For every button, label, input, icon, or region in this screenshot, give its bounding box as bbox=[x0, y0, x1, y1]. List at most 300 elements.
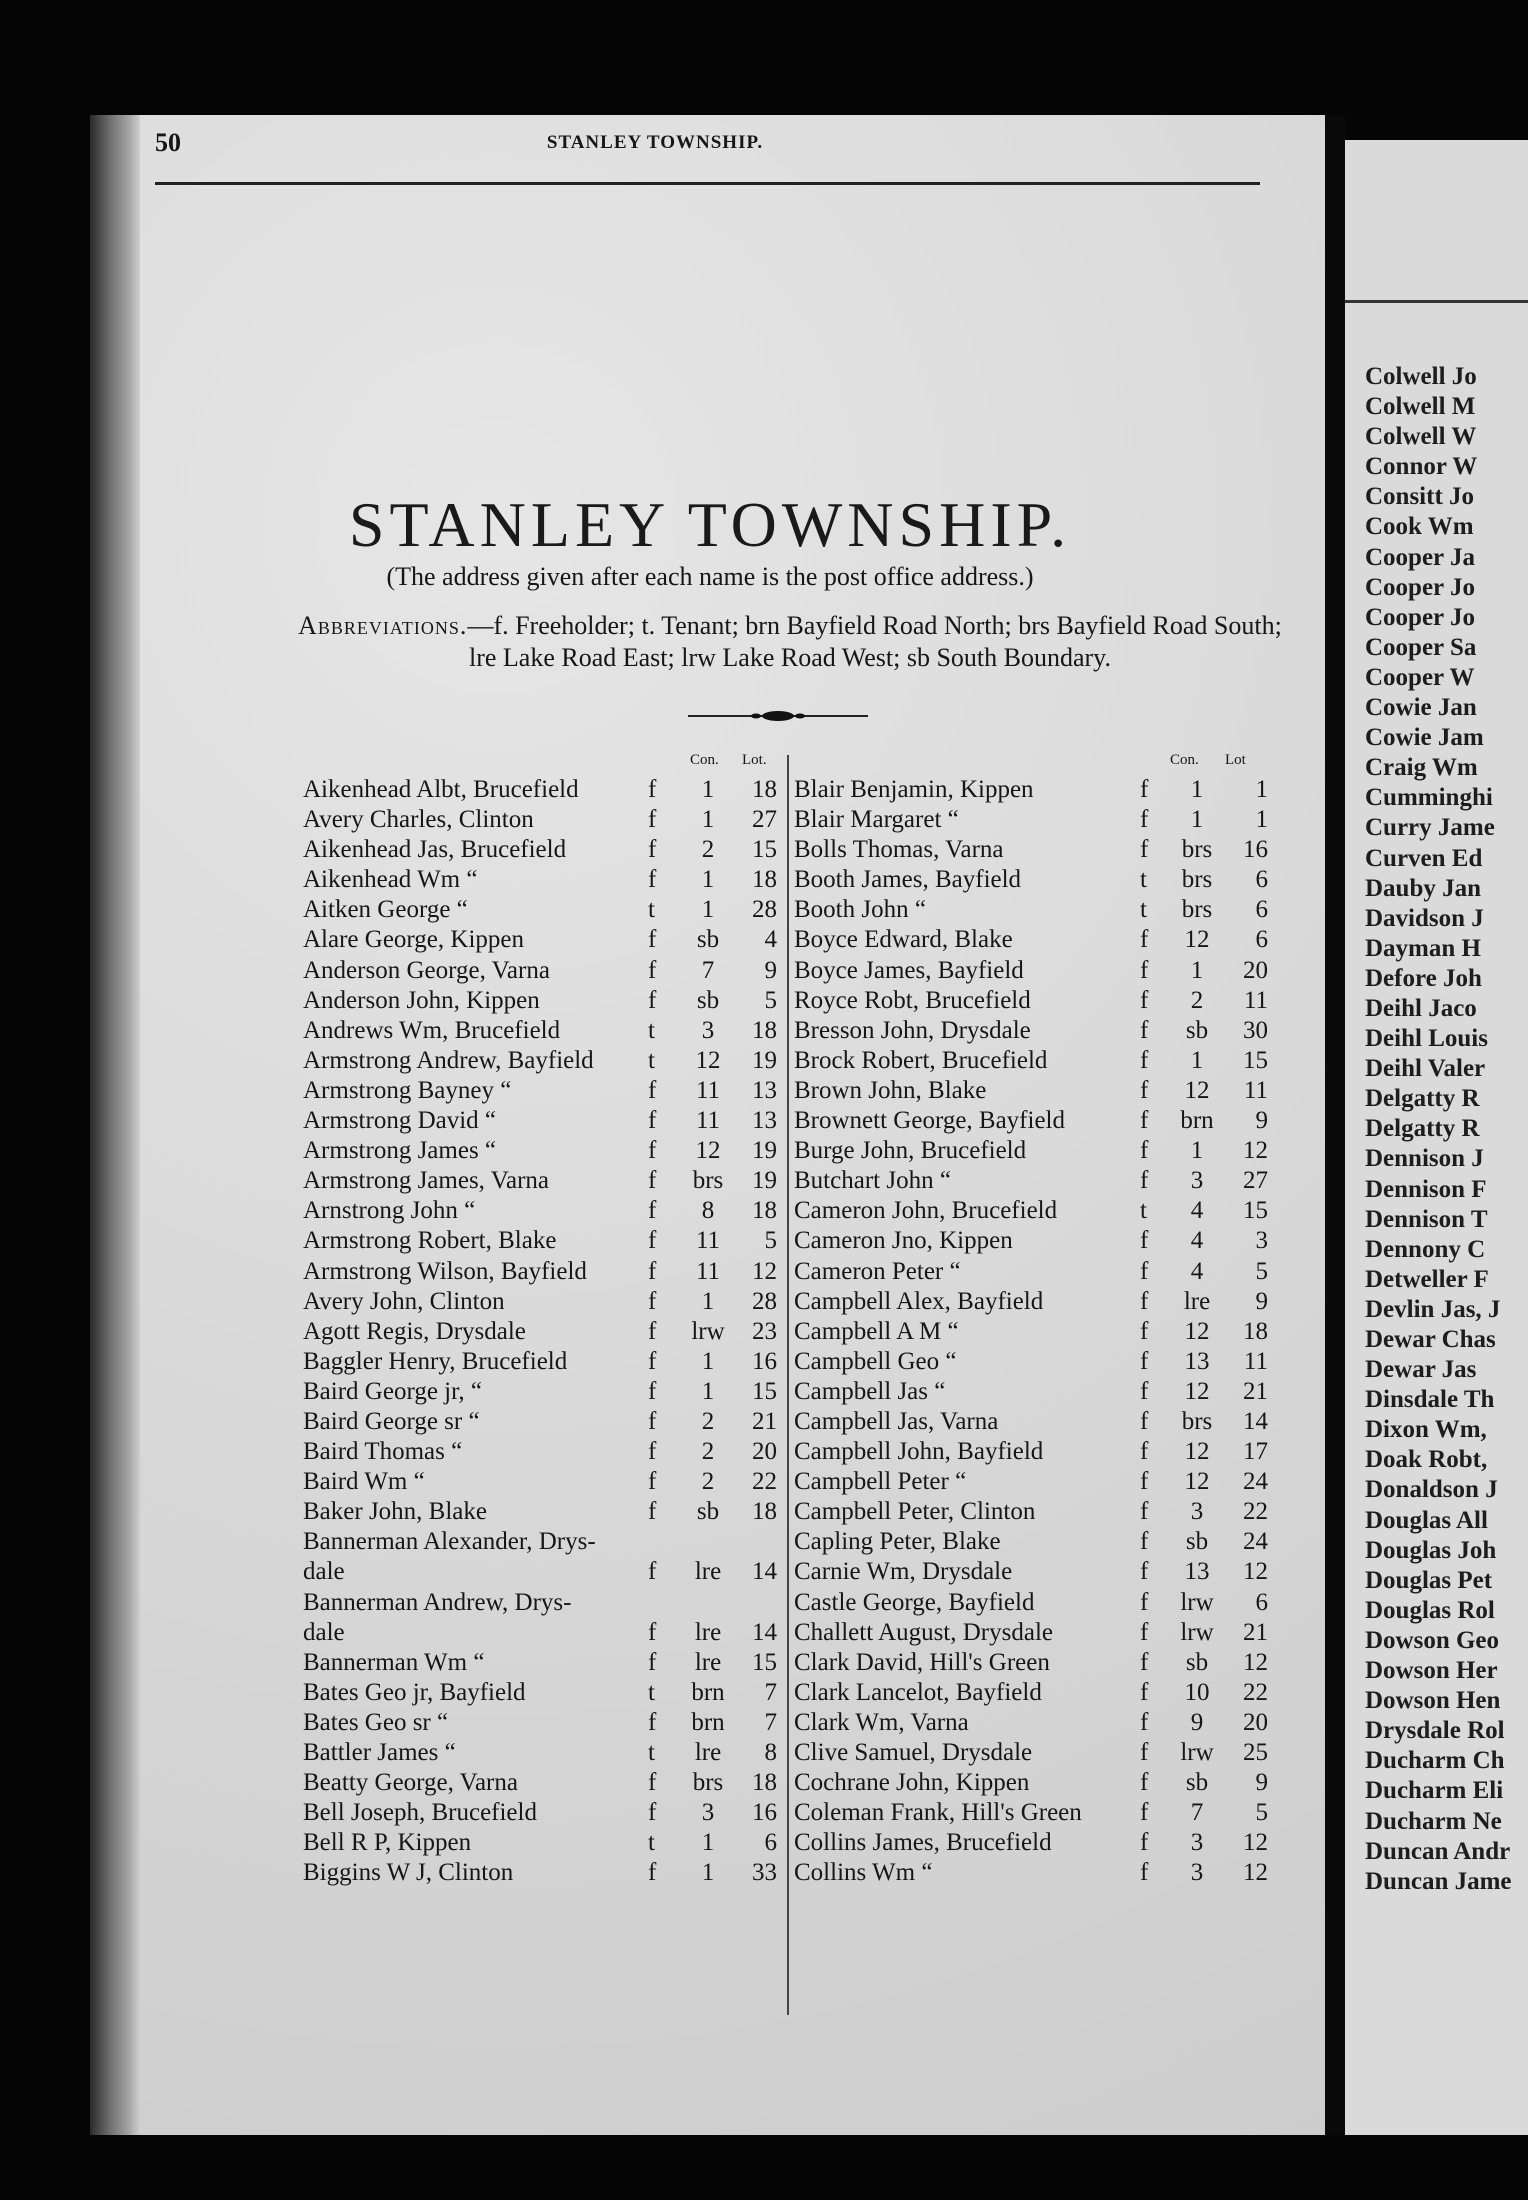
entry-name: Clark Lancelot, Bayfield bbox=[794, 1678, 1042, 1706]
directory-entry bbox=[794, 1527, 1274, 1557]
book-gutter bbox=[1325, 115, 1345, 2135]
entry-con: 1 bbox=[701, 1287, 715, 1315]
entry-lot: 21 bbox=[1243, 1377, 1268, 1405]
entry-con: lre bbox=[694, 1558, 722, 1586]
entry-name: Campbell Jas “ bbox=[794, 1377, 946, 1405]
entry-con: 1 bbox=[701, 806, 715, 834]
directory-entry bbox=[794, 1497, 1274, 1527]
entry-name: Blair Margaret “ bbox=[794, 806, 959, 834]
directory-entry bbox=[303, 986, 783, 1016]
facing-page-name: Colwell M bbox=[1365, 393, 1476, 421]
entry-lot: 18 bbox=[752, 776, 777, 803]
facing-page-name: Dennison T bbox=[1365, 1205, 1488, 1233]
entry-name: Brownett George, Bayfield bbox=[794, 1107, 1065, 1135]
entry-name: dale bbox=[303, 1558, 345, 1586]
entry-name: Bannerman Wm “ bbox=[303, 1648, 485, 1676]
entry-lot: 12 bbox=[1243, 1859, 1268, 1887]
entry-lot: 15 bbox=[1243, 1046, 1268, 1074]
directory-entry bbox=[303, 1407, 783, 1437]
entry-name: Bell Joseph, Brucefield bbox=[303, 1799, 537, 1827]
facing-page-name: Cooper W bbox=[1365, 663, 1475, 691]
entry-tenure: f bbox=[1140, 1588, 1149, 1616]
entry-lot: 9 bbox=[764, 956, 777, 984]
directory-entry bbox=[303, 1166, 783, 1196]
entry-tenure: f bbox=[648, 1769, 657, 1797]
entry-tenure: f bbox=[648, 806, 657, 834]
entry-name: Aikenhead Wm “ bbox=[303, 866, 478, 894]
entry-tenure: f bbox=[1140, 1739, 1149, 1766]
entry-name: Anderson George, Varna bbox=[303, 956, 550, 984]
entry-tenure: f bbox=[648, 1167, 657, 1195]
directory-entry bbox=[794, 895, 1274, 925]
facing-page-rule bbox=[1345, 300, 1528, 303]
entry-lot: 17 bbox=[1243, 1438, 1268, 1466]
left-directory-column bbox=[303, 775, 783, 1888]
ornament-divider bbox=[688, 710, 868, 722]
directory-entry bbox=[794, 925, 1274, 955]
entry-lot: 19 bbox=[752, 1046, 777, 1074]
directory-entry bbox=[303, 1317, 783, 1347]
entry-tenure: t bbox=[648, 1678, 655, 1706]
entry-con: 12 bbox=[1184, 1468, 1210, 1496]
entry-lot: 3 bbox=[1255, 1227, 1268, 1255]
facing-page-name: Detweller F bbox=[1365, 1265, 1489, 1293]
facing-page-name: Douglas Rol bbox=[1365, 1596, 1495, 1624]
facing-page-name: Cooper Jo bbox=[1365, 573, 1475, 601]
entry-lot: 24 bbox=[1243, 1528, 1268, 1556]
entry-name: Butchart John “ bbox=[794, 1167, 951, 1195]
entry-tenure: f bbox=[648, 926, 657, 954]
right-lot-header: Lot bbox=[1225, 752, 1246, 768]
entry-lot: 23 bbox=[752, 1317, 777, 1345]
left-lot-header: Lot. bbox=[742, 752, 767, 768]
entry-con: 1 bbox=[1190, 1046, 1204, 1074]
entry-con: brs bbox=[1181, 836, 1213, 864]
entry-name: Armstrong Robert, Blake bbox=[303, 1227, 557, 1255]
directory-entry bbox=[794, 1196, 1274, 1226]
facing-page-name: Deihl Louis bbox=[1365, 1025, 1488, 1053]
entry-tenure: f bbox=[1140, 1708, 1149, 1736]
entry-name: Challett August, Drysdale bbox=[794, 1618, 1053, 1646]
entry-tenure: t bbox=[648, 1829, 655, 1857]
entry-tenure: f bbox=[648, 1618, 657, 1646]
facing-page-name: Drysdale Rol bbox=[1365, 1717, 1505, 1745]
facing-page-name: Davidson J bbox=[1365, 904, 1484, 932]
entry-lot: 1 bbox=[1255, 806, 1268, 834]
entry-tenure: f bbox=[1140, 1829, 1149, 1857]
directory-entry bbox=[794, 956, 1274, 986]
entry-lot: 28 bbox=[752, 1287, 777, 1315]
entry-con: brs bbox=[692, 1769, 724, 1797]
entry-name: Bates Geo sr “ bbox=[303, 1708, 449, 1736]
entry-tenure: f bbox=[648, 1137, 657, 1165]
entry-lot: 18 bbox=[752, 1016, 777, 1044]
entry-name: Aitken George “ bbox=[303, 896, 468, 924]
directory-entry bbox=[303, 1196, 783, 1226]
entry-name: Cameron Jno, Kippen bbox=[794, 1227, 1013, 1255]
entry-lot: 13 bbox=[752, 1107, 777, 1135]
scan-border-left bbox=[0, 0, 90, 2200]
entry-name: Baird George sr “ bbox=[303, 1407, 480, 1435]
entry-name: Armstrong James, Varna bbox=[303, 1167, 550, 1195]
entry-lot: 22 bbox=[752, 1468, 777, 1496]
directory-entry bbox=[303, 1768, 783, 1798]
entry-lot: 22 bbox=[1243, 1678, 1268, 1706]
directory-entry bbox=[794, 1828, 1274, 1858]
directory-entry bbox=[794, 1588, 1274, 1618]
entry-name: Avery John, Clinton bbox=[303, 1287, 505, 1315]
entry-tenure: f bbox=[648, 836, 657, 864]
directory-entry bbox=[303, 865, 783, 895]
entry-name: Aikenhead Jas, Brucefield bbox=[303, 836, 567, 864]
entry-name: Bell R P, Kippen bbox=[303, 1829, 472, 1857]
entry-tenure: t bbox=[1140, 1197, 1147, 1225]
entry-tenure: t bbox=[1140, 896, 1147, 924]
entry-tenure: f bbox=[1140, 1859, 1149, 1887]
entry-lot: 6 bbox=[1255, 1588, 1268, 1616]
entry-con: sb bbox=[696, 926, 720, 954]
entry-lot: 9 bbox=[1255, 1107, 1268, 1135]
facing-page-name: Dewar Jas bbox=[1365, 1356, 1477, 1384]
entry-con: brs bbox=[1181, 896, 1213, 924]
entry-name: Andrews Wm, Brucefield bbox=[303, 1016, 561, 1044]
entry-con: 2 bbox=[701, 836, 715, 864]
entry-name: Bolls Thomas, Varna bbox=[794, 836, 1004, 864]
facing-page-name: Dowson Her bbox=[1365, 1657, 1498, 1685]
directory-entry bbox=[794, 1166, 1274, 1196]
entry-con: 1 bbox=[701, 1859, 715, 1887]
entry-name: dale bbox=[303, 1618, 345, 1646]
entry-tenure: t bbox=[648, 1016, 655, 1044]
facing-page-name: Donaldson J bbox=[1365, 1476, 1498, 1504]
entry-name: Alare George, Kippen bbox=[303, 926, 524, 954]
page-edge bbox=[90, 115, 140, 2135]
directory-entry bbox=[794, 1858, 1274, 1888]
facing-page-name: Duncan Jame bbox=[1365, 1867, 1512, 1895]
entry-name: Armstrong Bayney “ bbox=[303, 1076, 512, 1104]
entry-name: Booth John “ bbox=[794, 896, 926, 924]
entry-con: brn bbox=[691, 1708, 725, 1736]
entry-name: Bresson John, Drysdale bbox=[794, 1016, 1031, 1044]
entry-tenure: f bbox=[648, 1558, 657, 1586]
entry-con: sb bbox=[696, 1498, 720, 1526]
entry-name: Battler James “ bbox=[303, 1739, 456, 1766]
entry-lot: 5 bbox=[1255, 1799, 1268, 1827]
directory-entry bbox=[303, 895, 783, 925]
entry-tenure: f bbox=[648, 1438, 657, 1466]
entry-con: brs bbox=[692, 1167, 724, 1195]
entry-name: Campbell A M “ bbox=[794, 1317, 959, 1345]
entry-con: 8 bbox=[701, 1197, 715, 1225]
entry-con: 1 bbox=[1190, 1137, 1204, 1165]
directory-entry bbox=[794, 1076, 1274, 1106]
entry-lot: 24 bbox=[1243, 1468, 1268, 1496]
facing-page-name: Defore Joh bbox=[1365, 964, 1482, 992]
entry-name: Campbell John, Bayfield bbox=[794, 1438, 1044, 1466]
entry-lot: 4 bbox=[764, 926, 777, 954]
entry-con: 1 bbox=[1190, 776, 1204, 803]
entry-name: Campbell Peter “ bbox=[794, 1468, 967, 1496]
entry-name: Armstrong James “ bbox=[303, 1137, 497, 1165]
facing-page-name: Dauby Jan bbox=[1365, 874, 1482, 902]
entry-name: Carnie Wm, Drysdale bbox=[794, 1558, 1013, 1586]
directory-entry bbox=[303, 1858, 783, 1888]
directory-entry bbox=[794, 1618, 1274, 1648]
entry-name: Bannerman Alexander, Drys- bbox=[303, 1528, 596, 1556]
entry-tenure: f bbox=[1140, 836, 1149, 864]
directory-entry bbox=[303, 1016, 783, 1046]
entry-lot: 6 bbox=[1255, 926, 1268, 954]
entry-lot: 12 bbox=[1243, 1648, 1268, 1676]
directory-entry bbox=[303, 1347, 783, 1377]
entry-con: 1 bbox=[701, 776, 715, 803]
entry-tenure: f bbox=[1140, 926, 1149, 954]
facing-page-name: Delgatty R bbox=[1365, 1085, 1480, 1113]
entry-name: Armstrong Andrew, Bayfield bbox=[303, 1046, 594, 1074]
directory-entry bbox=[794, 986, 1274, 1016]
entry-con: lre bbox=[694, 1648, 722, 1676]
entry-con: brs bbox=[1181, 1407, 1213, 1435]
facing-page-name: Curry Jame bbox=[1365, 814, 1495, 842]
entry-name: Brown John, Blake bbox=[794, 1076, 987, 1104]
page-subtitle: (The address given after each name is the post office address.) bbox=[386, 562, 1034, 591]
entry-name: Boyce Edward, Blake bbox=[794, 926, 1013, 954]
entry-con: 4 bbox=[1190, 1197, 1204, 1225]
entry-lot: 16 bbox=[1243, 836, 1268, 864]
entry-lot: 27 bbox=[752, 806, 777, 834]
entry-tenure: f bbox=[648, 956, 657, 984]
entry-lot: 27 bbox=[1243, 1167, 1268, 1195]
entry-con: 3 bbox=[1190, 1498, 1204, 1526]
entry-con: 9 bbox=[1190, 1708, 1204, 1736]
directory-entry bbox=[794, 1467, 1274, 1497]
entry-lot: 18 bbox=[752, 1197, 777, 1225]
entry-lot: 14 bbox=[1243, 1407, 1268, 1435]
facing-page-name: Ducharm Ch bbox=[1365, 1747, 1505, 1775]
entry-lot: 8 bbox=[764, 1739, 777, 1766]
entry-tenure: f bbox=[648, 1407, 657, 1435]
entry-tenure: f bbox=[648, 1648, 657, 1676]
directory-entry bbox=[303, 1738, 783, 1768]
directory-entry bbox=[794, 835, 1274, 865]
entry-con: 1 bbox=[701, 1347, 715, 1375]
entry-lot: 25 bbox=[1243, 1739, 1268, 1766]
entry-name: Campbell Jas, Varna bbox=[794, 1407, 999, 1435]
entry-lot: 28 bbox=[752, 896, 777, 924]
directory-entry bbox=[303, 1377, 783, 1407]
entry-tenure: f bbox=[648, 1257, 657, 1285]
directory-entry bbox=[303, 1136, 783, 1166]
directory-entry bbox=[303, 1557, 783, 1587]
entry-name: Clive Samuel, Drysdale bbox=[794, 1739, 1033, 1766]
directory-entry bbox=[303, 1287, 783, 1317]
entry-name: Capling Peter, Blake bbox=[794, 1528, 1001, 1556]
entry-tenure: f bbox=[648, 1708, 657, 1736]
entry-tenure: f bbox=[648, 1107, 657, 1135]
entry-tenure: f bbox=[648, 1347, 657, 1375]
directory-entry bbox=[794, 1377, 1274, 1407]
entry-tenure: f bbox=[1140, 776, 1149, 803]
entry-lot: 33 bbox=[752, 1859, 777, 1887]
entry-tenure: f bbox=[1140, 986, 1149, 1014]
directory-entry bbox=[303, 1437, 783, 1467]
facing-page-name: Dixon Wm, bbox=[1365, 1416, 1487, 1444]
entry-tenure: t bbox=[648, 1739, 655, 1766]
entry-con: 7 bbox=[701, 956, 715, 984]
entry-tenure: f bbox=[648, 986, 657, 1014]
facing-page-name: Dinsdale Th bbox=[1365, 1386, 1495, 1414]
abbreviations-text: —f. Freeholder; t. Tenant; brn Bayfield Road North; brs Bayfield Road South; lre Lake Road East; lrw Lake Road West; sb South Boundary. bbox=[467, 611, 1282, 672]
entry-con: 1 bbox=[701, 1377, 715, 1405]
entry-lot: 11 bbox=[1243, 1347, 1268, 1375]
directory-entry bbox=[794, 1768, 1274, 1798]
entry-con: 12 bbox=[695, 1046, 721, 1074]
entry-name: Aikenhead Albt, Brucefield bbox=[303, 776, 579, 803]
entry-con: 4 bbox=[1190, 1257, 1204, 1285]
directory-entry bbox=[794, 1106, 1274, 1136]
entry-con: lrw bbox=[1180, 1739, 1214, 1766]
directory-entry bbox=[794, 1738, 1274, 1768]
facing-page-name: Deihl Valer bbox=[1365, 1055, 1486, 1083]
directory-entry bbox=[303, 1588, 783, 1618]
entry-lot: 19 bbox=[752, 1137, 777, 1165]
directory-entry bbox=[794, 1136, 1274, 1166]
directory-entry bbox=[303, 1226, 783, 1256]
entry-tenure: t bbox=[648, 1046, 655, 1074]
entry-con: 11 bbox=[695, 1107, 721, 1135]
entry-lot: 7 bbox=[764, 1678, 777, 1706]
entry-tenure: f bbox=[1140, 1438, 1149, 1466]
abbreviations bbox=[295, 610, 1285, 674]
entry-tenure: f bbox=[648, 1799, 657, 1827]
directory-entry bbox=[794, 805, 1274, 835]
entry-con: 12 bbox=[1184, 1438, 1210, 1466]
facing-page-name: Doak Robt, bbox=[1365, 1446, 1488, 1474]
facing-page-name: Cook Wm bbox=[1365, 513, 1474, 541]
abbreviations-lead: Abbreviations. bbox=[298, 611, 468, 640]
entry-tenure: f bbox=[1140, 1107, 1149, 1135]
facing-page-name: Dewar Chas bbox=[1365, 1326, 1496, 1353]
entry-name: Avery Charles, Clinton bbox=[303, 806, 534, 834]
directory-entry bbox=[794, 1407, 1274, 1437]
entry-con: 4 bbox=[1190, 1227, 1204, 1255]
directory-entry bbox=[303, 1828, 783, 1858]
entry-con: 13 bbox=[1184, 1347, 1210, 1375]
entry-tenure: t bbox=[1140, 866, 1147, 894]
facing-page-names bbox=[1365, 362, 1512, 1897]
entry-lot: 12 bbox=[1243, 1829, 1268, 1857]
entry-con: lrw bbox=[1180, 1618, 1214, 1646]
facing-page-name: Cooper Sa bbox=[1365, 633, 1477, 661]
facing-page-name: Cooper Ja bbox=[1365, 543, 1475, 571]
entry-lot: 22 bbox=[1243, 1498, 1268, 1526]
page-number: 50 bbox=[155, 128, 181, 157]
entry-name: Cameron John, Brucefield bbox=[794, 1197, 1058, 1225]
directory-entry bbox=[303, 1076, 783, 1106]
entry-name: Booth James, Bayfield bbox=[794, 866, 1022, 894]
facing-page-name: Duncan Andr bbox=[1365, 1837, 1511, 1865]
facing-page-name: Dayman H bbox=[1365, 934, 1481, 962]
directory-entry bbox=[794, 1226, 1274, 1256]
entry-tenure: f bbox=[1140, 1648, 1149, 1676]
entry-lot: 9 bbox=[1255, 1769, 1268, 1797]
right-con-header: Con. bbox=[1170, 752, 1199, 768]
entry-lot: 30 bbox=[1243, 1016, 1268, 1044]
entry-lot: 21 bbox=[1243, 1618, 1268, 1646]
entry-con: 13 bbox=[1184, 1558, 1210, 1586]
header-rule bbox=[155, 182, 1260, 185]
entry-lot: 18 bbox=[752, 1769, 777, 1797]
directory-entry bbox=[794, 1317, 1274, 1347]
entry-name: Anderson John, Kippen bbox=[303, 986, 540, 1014]
left-con-header: Con. bbox=[690, 752, 719, 768]
facing-page-name: Ducharm Eli bbox=[1365, 1777, 1504, 1805]
directory-entry bbox=[794, 1648, 1274, 1678]
entry-tenure: f bbox=[1140, 1016, 1149, 1044]
entry-lot: 6 bbox=[764, 1829, 777, 1857]
running-head bbox=[155, 128, 1265, 168]
entry-lot: 15 bbox=[752, 1648, 777, 1676]
entry-tenure: f bbox=[648, 1317, 657, 1345]
entry-name: Baird Wm “ bbox=[303, 1468, 425, 1496]
entry-lot: 15 bbox=[752, 1377, 777, 1405]
entry-lot: 5 bbox=[1255, 1257, 1268, 1285]
entry-name: Boyce James, Bayfield bbox=[794, 956, 1024, 984]
entry-con: 3 bbox=[1190, 1829, 1204, 1857]
entry-tenure: f bbox=[648, 1859, 657, 1887]
entry-lot: 16 bbox=[752, 1799, 777, 1827]
entry-lot: 19 bbox=[752, 1167, 777, 1195]
entry-con: 1 bbox=[701, 896, 715, 924]
facing-page-name: Cumminghi bbox=[1365, 784, 1493, 812]
entry-con: 11 bbox=[695, 1227, 721, 1255]
entry-name: Bates Geo jr, Bayfield bbox=[303, 1678, 526, 1706]
entry-lot: 12 bbox=[1243, 1137, 1268, 1165]
entry-lot: 18 bbox=[1243, 1317, 1268, 1345]
directory-entry bbox=[303, 835, 783, 865]
entry-con: lrw bbox=[691, 1317, 725, 1345]
entry-con: 12 bbox=[1184, 926, 1210, 954]
directory-entry bbox=[794, 1046, 1274, 1076]
facing-page-name: Douglas Joh bbox=[1365, 1536, 1497, 1564]
entry-lot: 6 bbox=[1255, 896, 1268, 924]
facing-page-name: Dowson Hen bbox=[1365, 1687, 1501, 1715]
directory-entry bbox=[303, 1497, 783, 1527]
entry-lot: 14 bbox=[752, 1618, 777, 1646]
entry-tenure: f bbox=[1140, 956, 1149, 984]
directory-entry bbox=[303, 925, 783, 955]
directory-entry bbox=[794, 1798, 1274, 1828]
directory-entry bbox=[794, 1437, 1274, 1467]
entry-con: brn bbox=[1180, 1107, 1214, 1135]
entry-tenure: f bbox=[1140, 1046, 1149, 1074]
entry-name: Castle George, Bayfield bbox=[794, 1588, 1035, 1616]
entry-tenure: f bbox=[1140, 1377, 1149, 1405]
entry-tenure: f bbox=[1140, 1227, 1149, 1255]
facing-page-name: Deihl Jaco bbox=[1365, 994, 1477, 1022]
entry-con: brn bbox=[691, 1678, 725, 1706]
entry-name: Baird Thomas “ bbox=[303, 1438, 463, 1466]
directory-entry bbox=[303, 1618, 783, 1648]
entry-lot: 7 bbox=[764, 1708, 777, 1736]
entry-con: brs bbox=[1181, 866, 1213, 894]
facing-page-name: Cooper Jo bbox=[1365, 603, 1475, 631]
entry-lot: 11 bbox=[1243, 1076, 1268, 1104]
facing-page-name: Consitt Jo bbox=[1365, 483, 1475, 511]
directory-entry bbox=[303, 1678, 783, 1708]
entry-name: Coleman Frank, Hill's Green bbox=[794, 1799, 1082, 1827]
facing-page-name: Dennison J bbox=[1365, 1145, 1484, 1173]
